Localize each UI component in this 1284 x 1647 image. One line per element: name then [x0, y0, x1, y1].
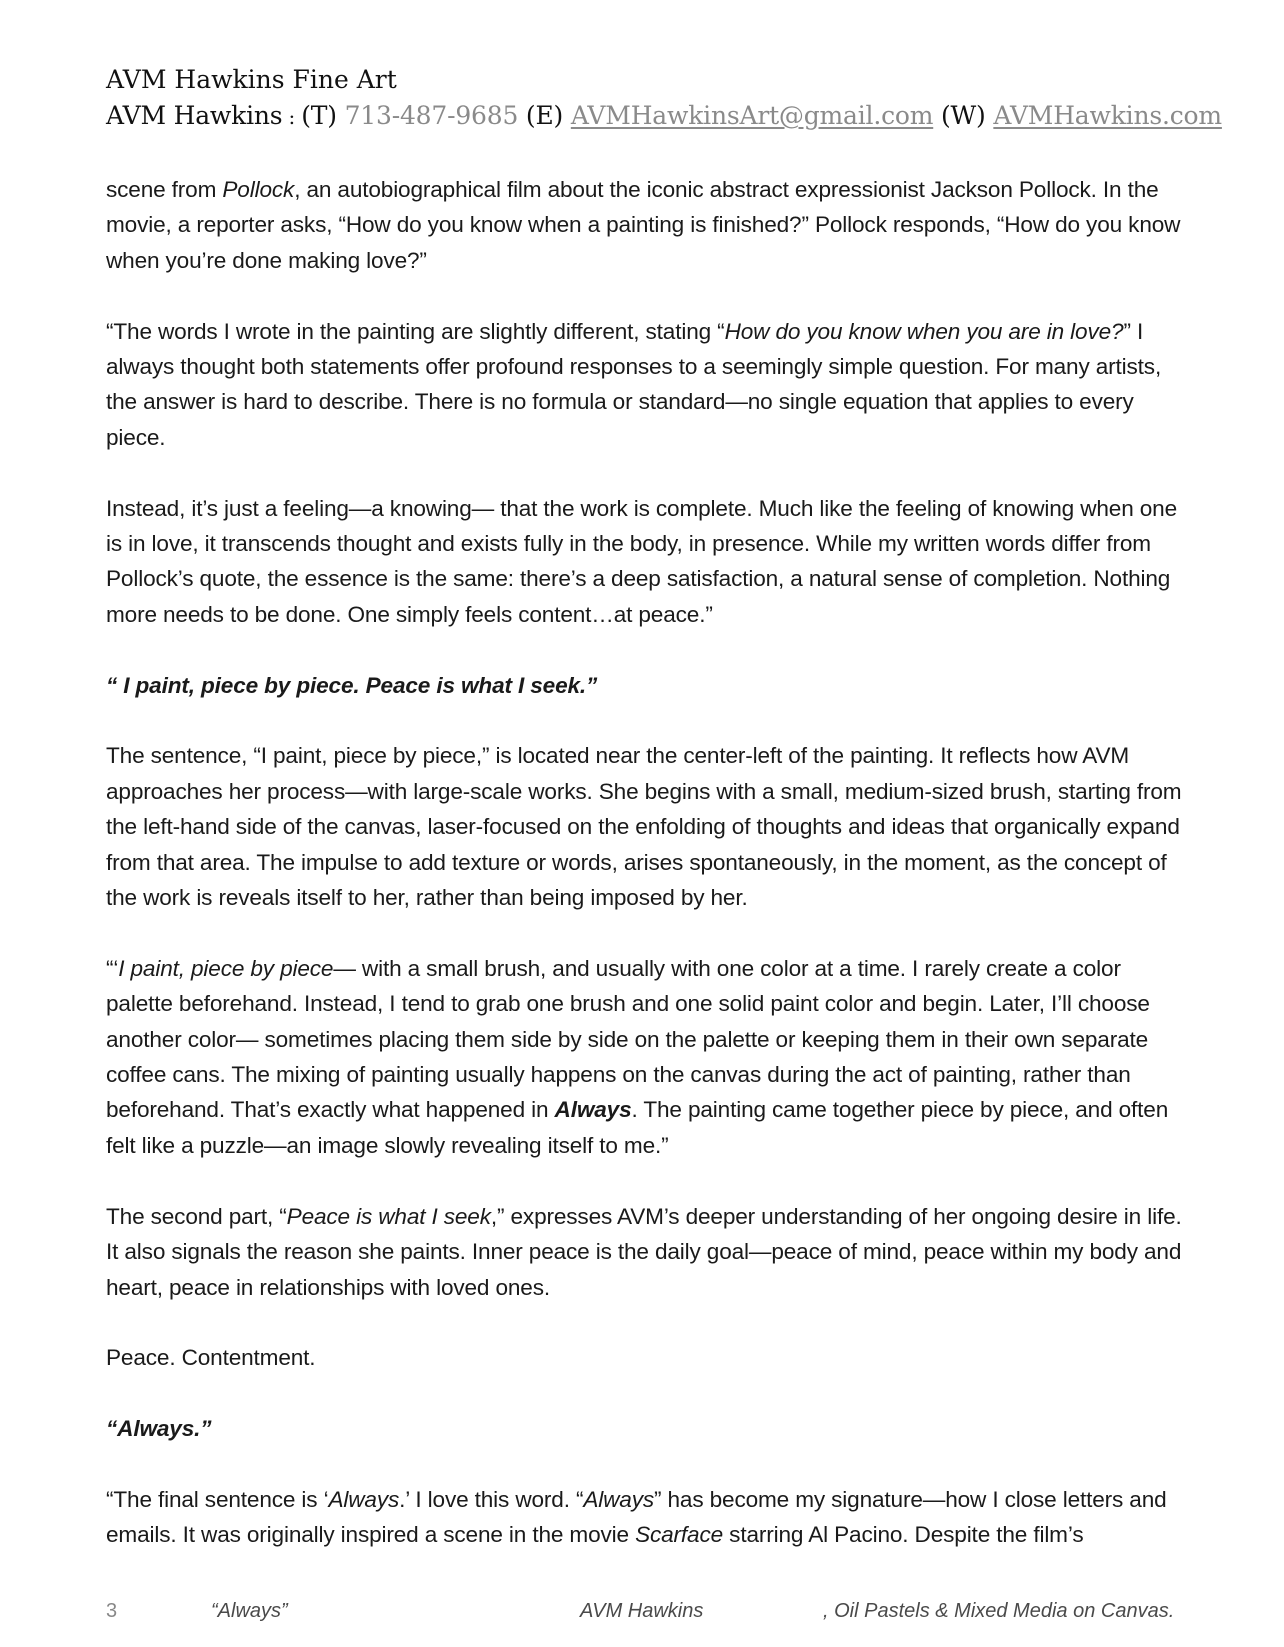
text-run: — with a small brush, and usually with one color at a time. I rarely create a color palette beforehand. Instead, I tend to grab one brush and one solid paint color and begin. Later, I’ll choose another color— sometimes placing them side by side on the palette or keeping them in their own separate coffee cans. The mixing of painting usually happens on the canvas during the act of painting, rather than beforehand. That’s exactly what happened in: [106, 955, 1150, 1123]
text-run: “The words I wrote in the painting are slightly different, stating “: [106, 318, 725, 344]
phone-number: 713-487-9685: [344, 101, 519, 130]
text-run: ” has become my signature—how I close letters and emails. It was originally inspired a scene in the movie: [106, 1486, 1167, 1548]
document-body: [106, 172, 1186, 1588]
paragraph-3: Instead, it’s just a feeling—a knowing— that the work is complete. Much like the feeling of knowing when one is in love, it transcends thought and exists fully in the body, in presence. While my written words differ from Pollock’s quote, the essence is the same: there’s a deep satisfaction, a natural sense of completion. Nothing more needs to be done. One simply feels content…at peace.”: [106, 495, 1177, 627]
quoted-word: Always: [583, 1486, 654, 1512]
phone-label: (T): [301, 101, 337, 130]
text-run: ” I always thought both statements offer profound responses to a seemingly simple question. For many artists, the answer is hard to describe. There is no formula or standard—no single equation that applies to every piece.: [106, 318, 1162, 450]
website-link[interactable]: AVMHawkins.com: [993, 101, 1222, 130]
text-run: , an autobiographical film about the iconic abstract expressionist Jackson Pollock. In the movie, a reporter asks, “How do you know when a painting is finished?” Pollock responds, “How do you know when you’re done making love?”: [106, 177, 1181, 273]
page-footer: [0, 1600, 1284, 1630]
text-run: .’ I love this word. “: [399, 1486, 584, 1512]
separator: :: [282, 105, 302, 129]
firm-name: AVM Hawkins Fine Art: [106, 65, 397, 94]
artist-name: AVM Hawkins: [106, 101, 283, 130]
text-run: starring Al Pacino. Despite the film’s: [723, 1522, 1084, 1548]
paragraph-6: [106, 951, 1186, 1163]
footer-medium: , Oil Pastels & Mixed Media on Canvas.: [823, 1600, 1175, 1622]
text-run: . The painting came together piece by piece, and often felt like a puzzle—an image slowly revealing itself to me.”: [106, 1097, 1169, 1158]
quoted-word: Always: [328, 1486, 400, 1512]
paragraph-8: Peace. Contentment.: [106, 1345, 316, 1371]
quoted-phrase: I paint, piece by piece: [118, 955, 334, 981]
section-heading-peace: [106, 668, 1186, 703]
painting-title: Always: [554, 1097, 632, 1123]
text-run: The second part, “: [106, 1203, 287, 1229]
heading-text: “Always.”: [106, 1416, 212, 1442]
contact-line: [106, 98, 1222, 135]
film-title: Scarface: [635, 1522, 724, 1548]
paragraph-1: [106, 172, 1186, 278]
text-run: scene from: [106, 177, 223, 202]
email-link[interactable]: AVMHawkinsArt@gmail.com: [570, 101, 934, 130]
text-run: “The final sentence is ‘: [106, 1486, 329, 1512]
footer-title: “Always”: [211, 1600, 288, 1622]
text-run: “‘: [106, 955, 119, 981]
letterhead: [106, 62, 1222, 135]
painting-quote: How do you know when you are in love?: [724, 318, 1124, 344]
heading-text: “ I paint, piece by piece. Peace is what I seek.”: [106, 672, 598, 698]
paragraph-5: The sentence, “I paint, piece by piece,” is located near the center-left of the painting. It reflects how AVM approaches her process—with large-scale works. She begins with a small, medium-sized brush, starting from the left-hand side of the canvas, laser-focused on the enfolding of thoughts and ideas that organically expand from that area. The impulse to add texture or words, arises spontaneously, in the moment, as the concept of the work is reveals itself to her, rather than being imposed by her.: [106, 743, 1182, 911]
paragraph-10: [106, 1482, 1186, 1553]
page-number: 3: [106, 1600, 118, 1622]
film-title: Pollock: [222, 177, 295, 202]
footer-artist: AVM Hawkins: [580, 1600, 704, 1622]
paragraph-2: [106, 314, 1186, 456]
text-run: ,” expresses AVM’s deeper understanding of her ongoing desire in life. It also signals the reason she paints. Inner peace is the daily goal—peace of mind, peace within my body and heart, peace in relationships with loved ones.: [106, 1203, 1182, 1300]
paragraph-7: [106, 1199, 1186, 1305]
section-heading-always: [106, 1411, 1186, 1446]
web-label: (W): [940, 101, 986, 130]
quoted-phrase: Peace is what I seek: [286, 1203, 491, 1229]
email-label: (E): [525, 101, 564, 130]
